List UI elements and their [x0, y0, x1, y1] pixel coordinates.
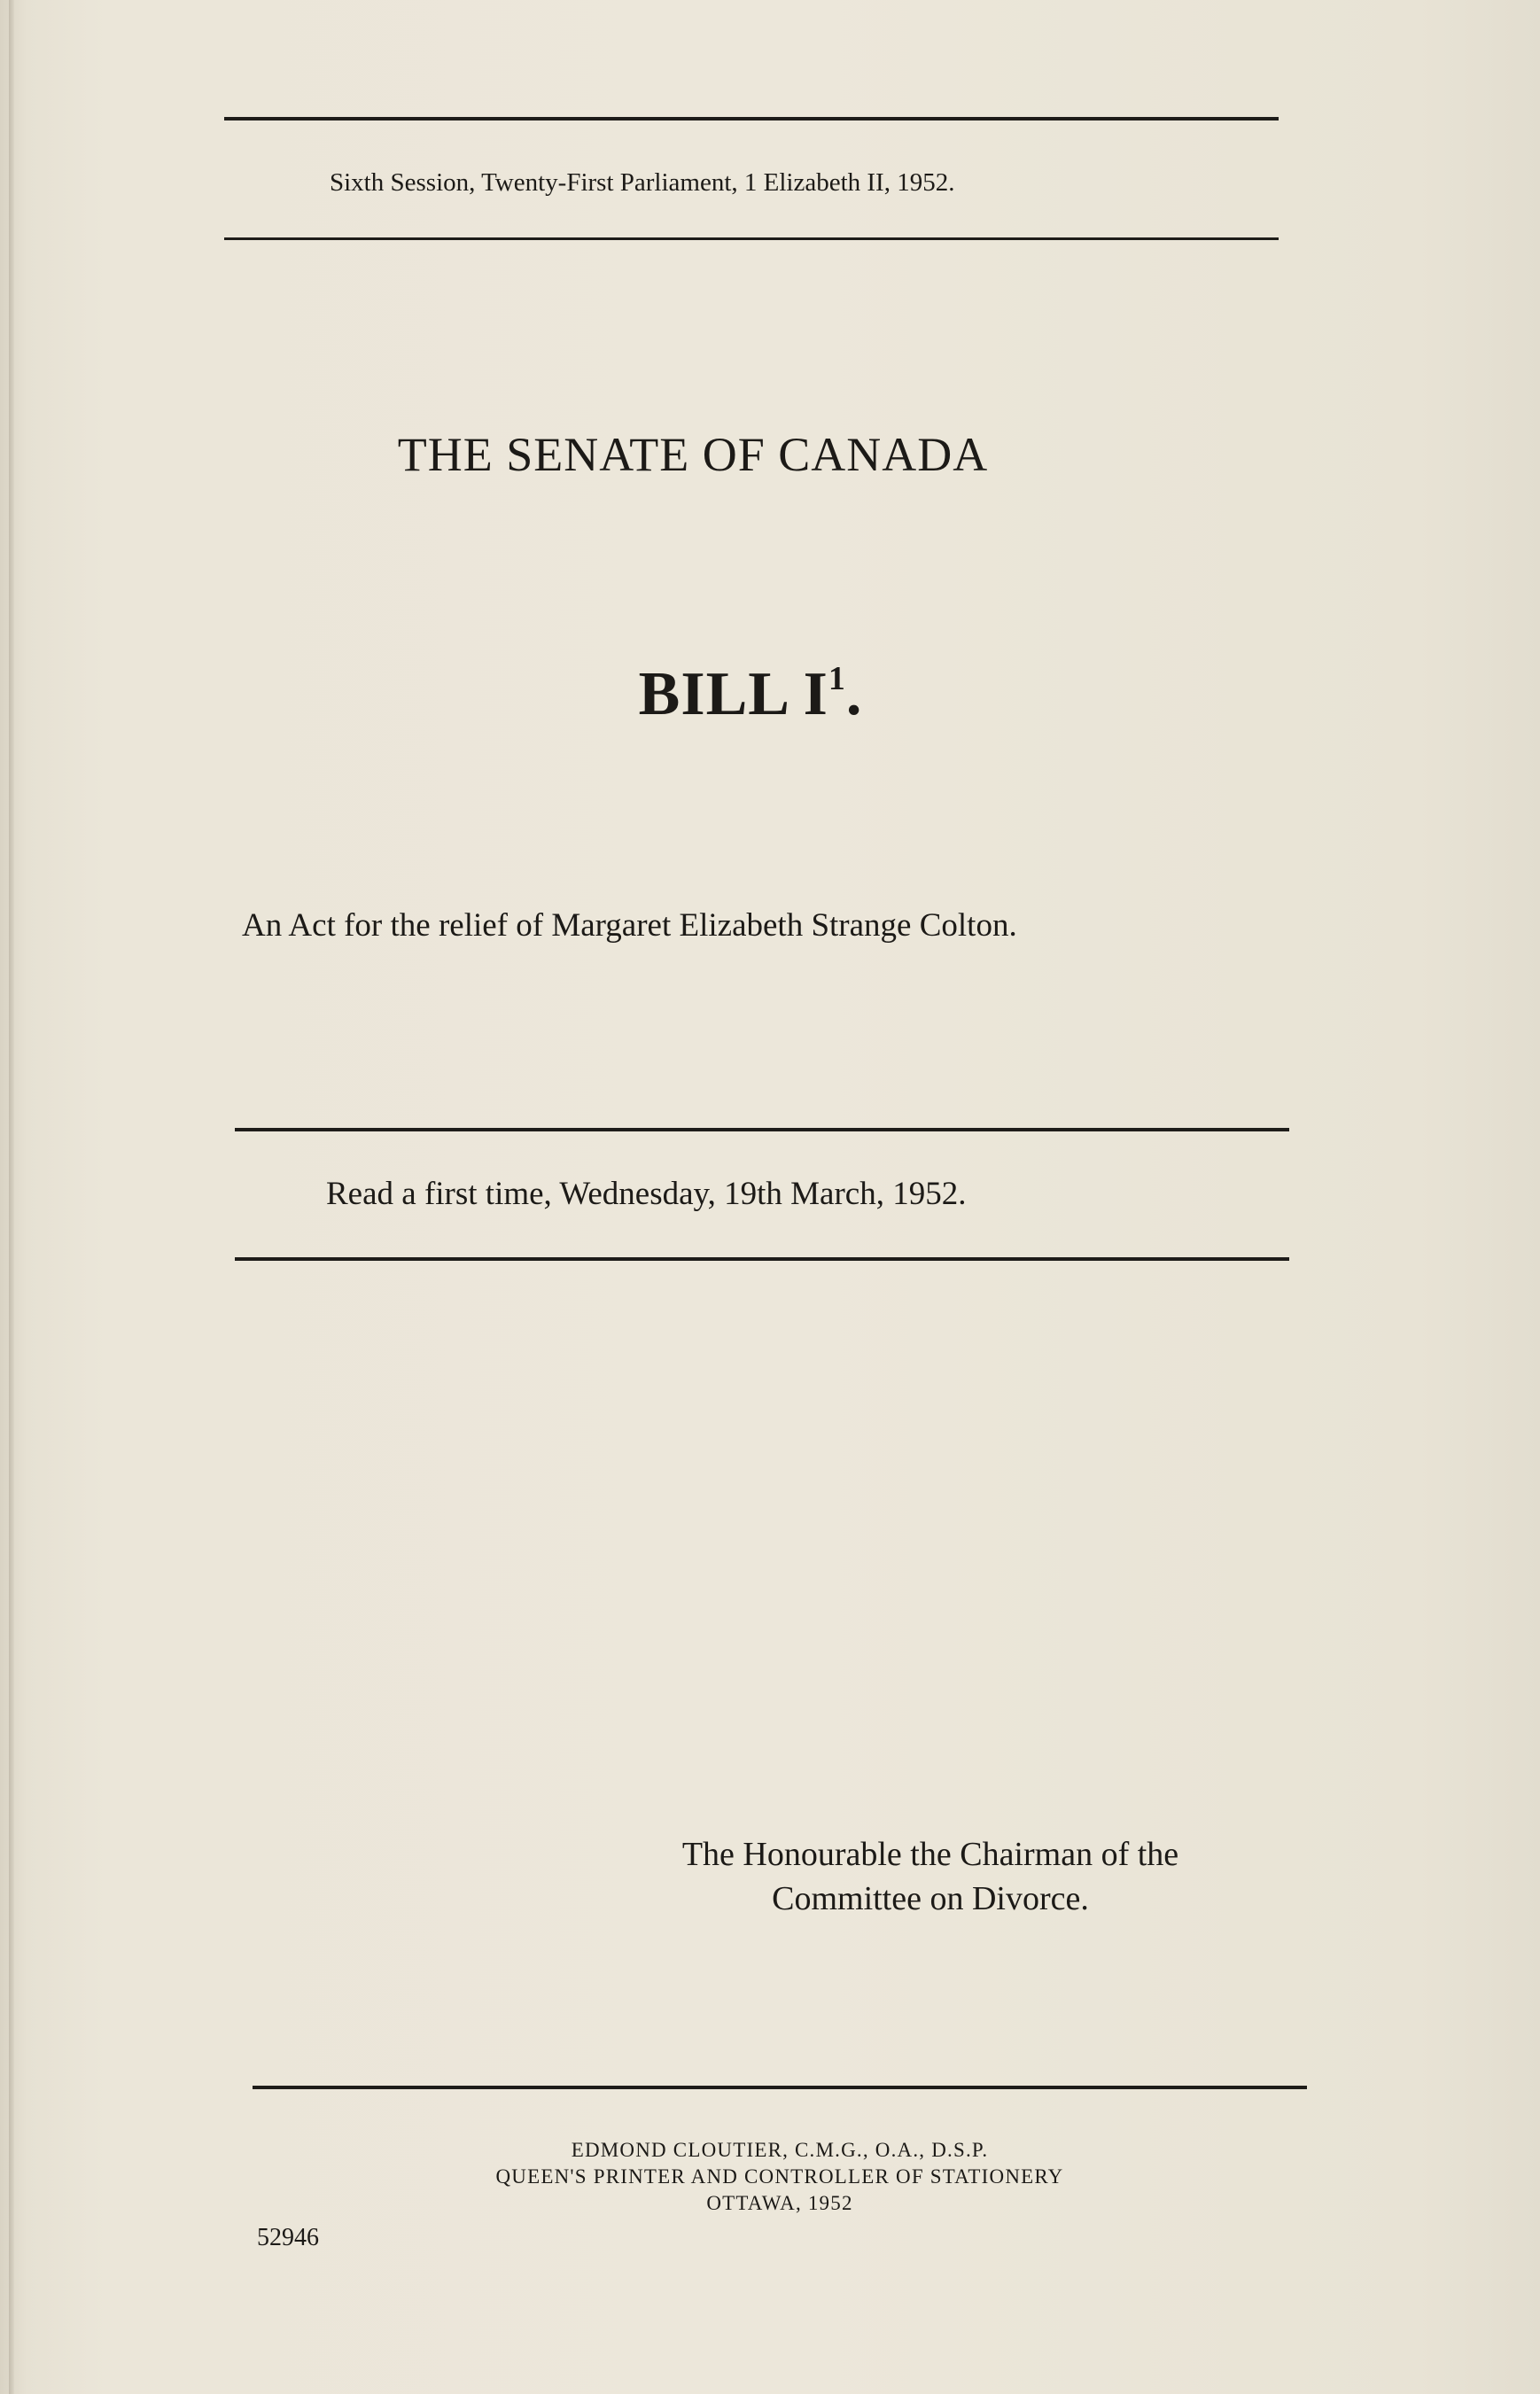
bill-superscript: 1 [828, 660, 846, 697]
senate-heading-text: THE SENATE OF CANADA [397, 428, 989, 481]
printer-place: OTTAWA, 1952 [706, 2192, 853, 2214]
bill-suffix: . [845, 660, 863, 728]
session-header: Sixth Session, Twenty-First Parliament, 1 Elizabeth II, 1952. [330, 168, 955, 197]
first-reading-text: Read a first time, Wednesday, 19th March, 1952. [326, 1176, 967, 1212]
session-rule [224, 237, 1279, 240]
sponsor-line-1: The Honourable the Chairman of the [681, 1836, 1179, 1873]
printer-imprint [354, 2137, 1205, 2217]
sponsor-line-2: Committee on Divorce. [772, 1880, 1089, 1917]
top-rule [224, 117, 1279, 120]
act-title: An Act for the relief of Margaret Elizabeth Strange Colton. [242, 907, 1017, 944]
printer-title: QUEEN'S PRINTER AND CONTROLLER OF STATIONERY [495, 2165, 1064, 2188]
imprint-rule [253, 2086, 1307, 2089]
sponsor-block [594, 1832, 1267, 1921]
document-number: 52946 [257, 2224, 319, 2251]
senate-heading [0, 427, 1540, 482]
reading-bottom-rule [235, 1257, 1289, 1261]
bill-number-group [639, 660, 863, 728]
bill-label: BILL I [638, 660, 828, 728]
page-binding-edge [9, 0, 14, 2394]
bill-number [0, 659, 1540, 730]
reading-top-rule [235, 1128, 1289, 1131]
bleed-through-texture [620, 496, 1152, 540]
printer-name: EDMOND CLOUTIER, C.M.G., O.A., D.S.P. [571, 2139, 989, 2161]
